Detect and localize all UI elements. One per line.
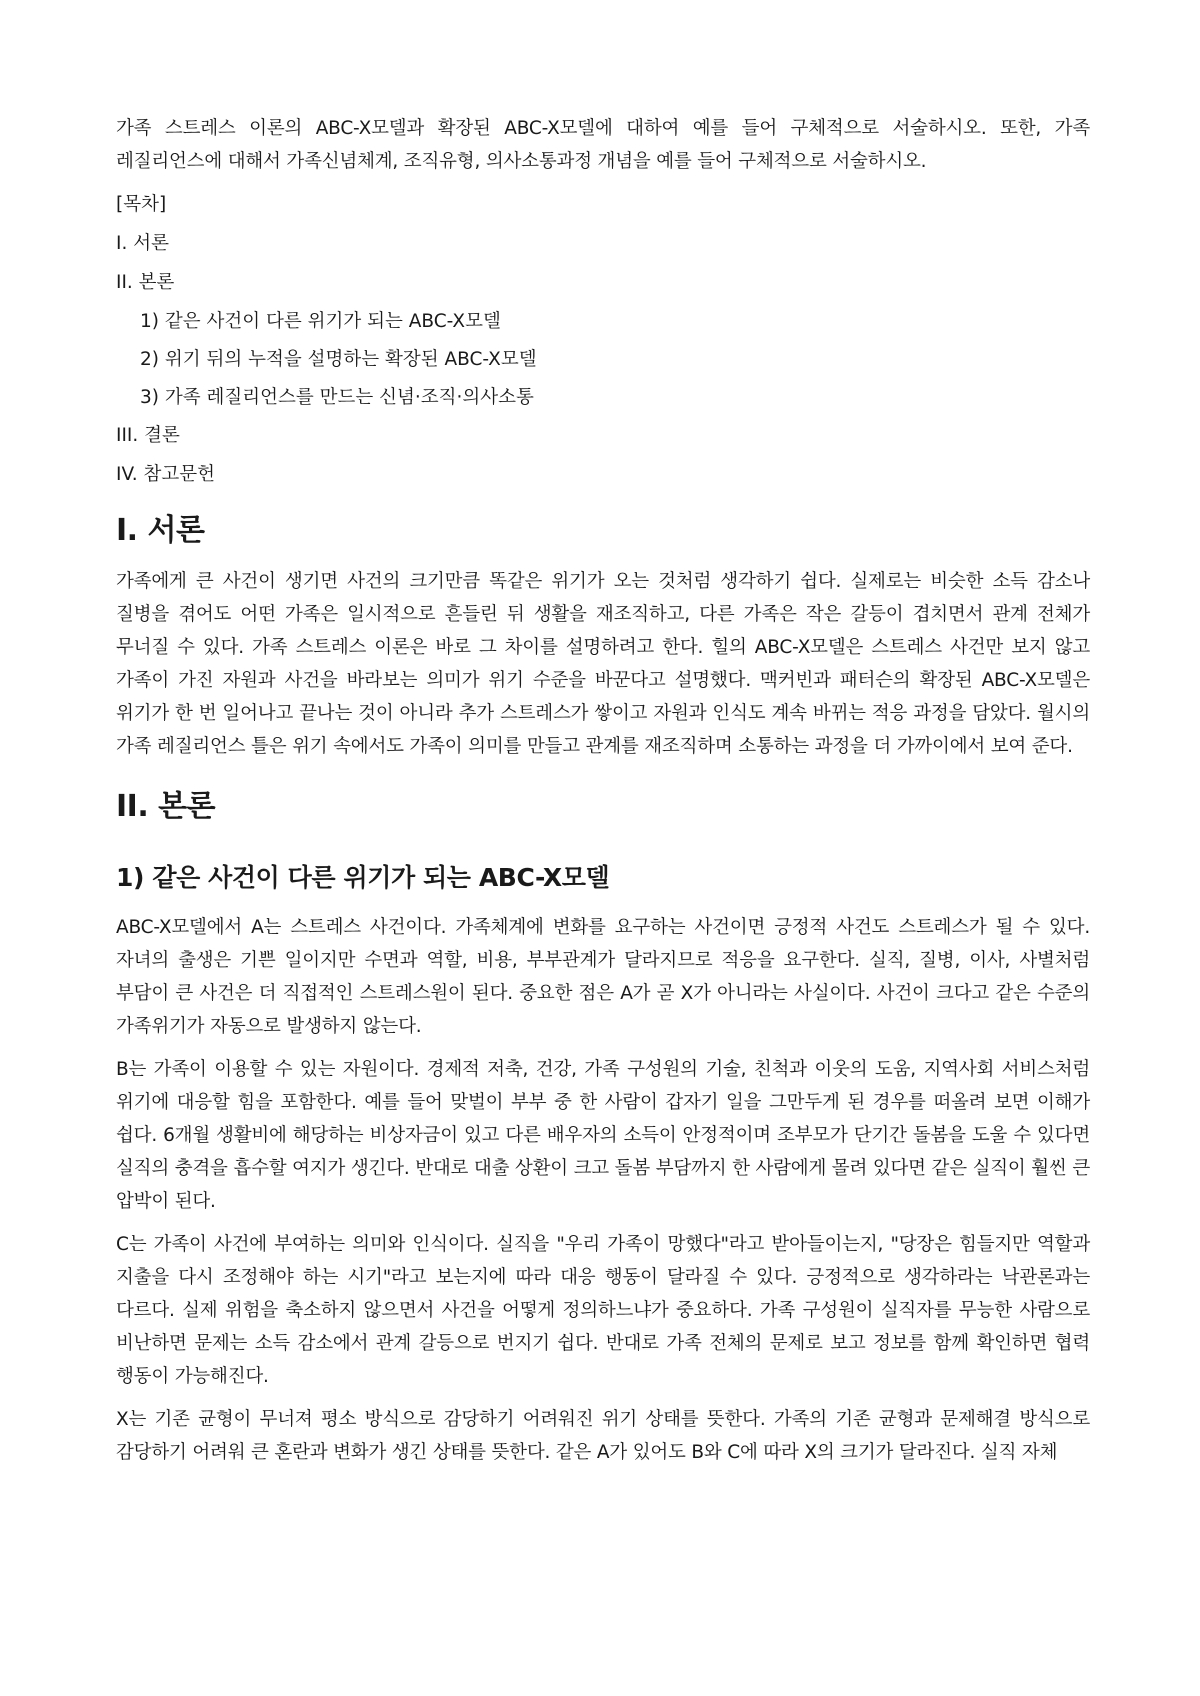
toc-subitem: 2) 위기 뒤의 누적을 설명하는 확장된 ABC-X모델 [140, 349, 537, 370]
toc-item: II. 본론 [116, 272, 175, 293]
body-paragraph: C는 가족이 사건에 부여하는 의미와 인식이다. 실직을 "우리 가족이 망했다"라고 받아들이는지, "당장은 힘들지만 역할과 지출을 다시 조정해야 하는 시기"라고 보는지에 따라 대응 행동이 달라질 수 있다. 긍정적으로 생각하라는 낙관론과는 다르다. 실제 위험을 축소하지 않으면서 사건을 어떻게 정의하느냐가 중요하다. 가족 구성원이 실직자를 무능한 사람으로 비난하면 문제는 소득 감소에서 관계 갈등으로 번지기 쉽다. 반대로 가족 전체의 문제로 보고 정보를 함께 확인하면 협력 행동이 가능해진다. [116, 1234, 1090, 1387]
toc-item: III. 결론 [116, 425, 180, 446]
intro-paragraph: 가족에게 큰 사건이 생기면 사건의 크기만큼 똑같은 위기가 오는 것처럼 생각하기 쉽다. 실제로는 비슷한 소득 감소나 질병을 겪어도 어떤 가족은 일시적으로 흔들린 뒤 생활을 재조직하고, 다른 가족은 작은 갈등이 겹치면서 관계 전체가 무너질 수 있다. 가족 스트레스 이론은 바로 그 차이를 설명하려고 한다. 힐의 ABC-X모델은 스트레스 사건만 보지 않고 가족이 가진 자원과 사건을 바라보는 의미가 위기 수준을 바꾼다고 설명했다. 맥커빈과 패터슨의 확장된 ABC-X모델은 위기가 한 번 일어나고 끝나는 것이 아니라 추가 스트레스가 쌓이고 자원과 인식도 계속 바뀌는 적응 과정을 담았다. 월시의 가족 레질리언스 틀은 위기 속에서도 가족이 의미를 만들고 관계를 재조직하며 소통하는 과정을 더 가까이에서 보여 준다. [116, 571, 1090, 757]
section-heading-body: II. 본론 [116, 789, 216, 824]
toc-subitem: 3) 가족 레질리언스를 만드는 신념·조직·의사소통 [140, 387, 534, 408]
body-paragraph: B는 가족이 이용할 수 있는 자원이다. 경제적 저축, 건강, 가족 구성원의 기술, 친척과 이웃의 도움, 지역사회 서비스처럼 위기에 대응할 힘을 포함한다. 예를 들어 맞벌이 부부 중 한 사람이 갑자기 일을 그만두게 된 경우를 떠올려 보면 이해가 쉽다. 6개월 생활비에 해당하는 비상자금이 있고 다른 배우자의 소득이 안정적이며 조부모가 단기간 돌봄을 도울 수 있다면 실직의 충격을 흡수할 여지가 생긴다. 반대로 대출 상환이 크고 돌봄 부담까지 한 사람에게 몰려 있다면 같은 실직이 훨씬 큰 압박이 된다. [116, 1059, 1090, 1212]
body-paragraph: X는 기존 균형이 무너져 평소 방식으로 감당하기 어려워진 위기 상태를 뜻한다. 가족의 기존 균형과 문제해결 방식으로 감당하기 어려워 큰 혼란과 변화가 생긴 상태를 뜻한다. 같은 A가 있어도 B와 C에 따라 X의 크기가 달라진다. 실직 자체 [116, 1409, 1090, 1463]
section-heading-intro: I. 서론 [116, 513, 205, 548]
toc-item: I. 서론 [116, 233, 169, 254]
body-paragraph: ABC-X모델에서 A는 스트레스 사건이다. 가족체계에 변화를 요구하는 사건이면 긍정적 사건도 스트레스가 될 수 있다. 자녀의 출생은 기쁜 일이지만 수면과 역할, 비용, 부부관계가 달라지므로 적응을 요구한다. 실직, 질병, 이사, 사별처럼 부담이 큰 사건은 더 직접적인 스트레스원이 된다. 중요한 점은 A가 곧 X가 아니라는 사실이다. 사건이 크다고 같은 수준의 가족위기가 자동으로 발생하지 않는다. [116, 917, 1090, 1037]
table-of-contents [116, 227, 1090, 491]
assignment-prompt: 가족 스트레스 이론의 ABC-X모델과 확장된 ABC-X모델에 대하여 예를 들어 구체적으로 서술하시오. 또한, 가족 레질리언스에 대해서 가족신념체계, 조직유형, 의사소통과정 개념을 예를 들어 구체적으로 서술하시오. [116, 118, 1090, 172]
toc-item: IV. 참고문헌 [116, 464, 215, 485]
toc-title: [목차] [116, 194, 167, 215]
subsection-heading-abcx: 1) 같은 사건이 다른 위기가 되는 ABC-X모델 [116, 863, 610, 892]
toc-subitem: 1) 같은 사건이 다른 위기가 되는 ABC-X모델 [140, 311, 501, 332]
